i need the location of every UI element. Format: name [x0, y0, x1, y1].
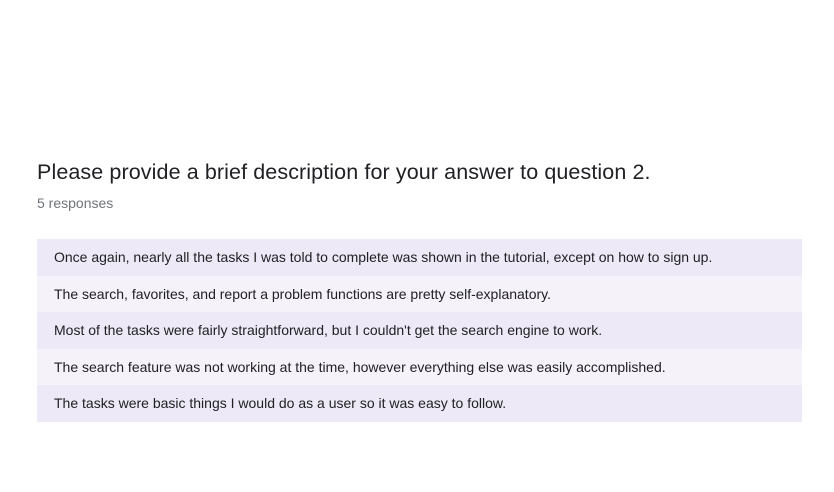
response-item: Once again, nearly all the tasks I was told to complete was shown in the tutorial, except on how to sign up. — [37, 239, 802, 276]
response-item: The search feature was not working at the time, however everything else was easily accomplished. — [37, 349, 802, 386]
question-title: Please provide a brief description for your answer to question 2. — [37, 160, 651, 184]
response-item: The tasks were basic things I would do as a user so it was easy to follow. — [37, 385, 802, 422]
response-item: The search, favorites, and report a problem functions are pretty self-explanatory. — [37, 276, 802, 313]
response-list — [37, 239, 802, 422]
response-count: 5 responses — [37, 195, 114, 211]
response-item: Most of the tasks were fairly straightforward, but I couldn't get the search engine to work. — [37, 312, 802, 349]
question-card — [37, 158, 802, 422]
